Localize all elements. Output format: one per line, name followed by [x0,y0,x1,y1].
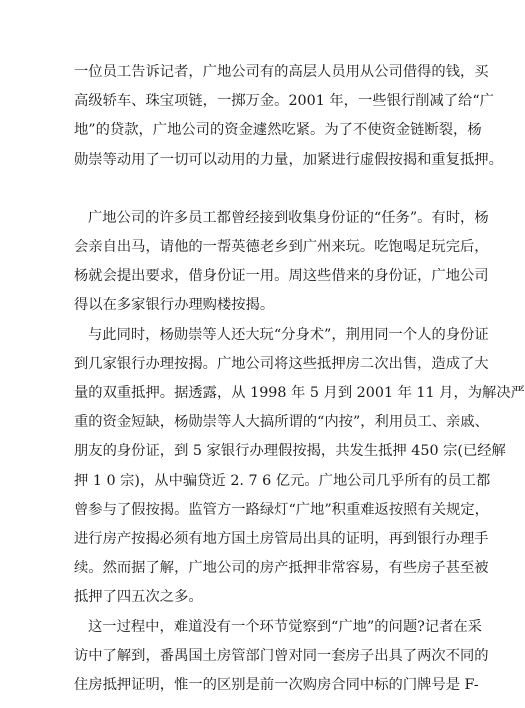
text-line: 重的资金短缺，杨勋崇等人大搞所谓的“内按”，利用员工、亲戚、 [74,414,489,431]
text-line: 住房抵押证明，惟一的区别是前一次购房合同中标的门牌号是 F- [74,677,479,694]
text-line: 进行房产按揭必须有地方国土房管局出具的证明，再到银行办理手 [74,531,489,548]
text-line: 勋崇等动用了一切可以动用的力量，加紧进行虚假按揭和重复抵押。 [74,151,503,168]
text-line: 得以在多家银行办理购楼按揭。 [74,297,275,314]
text-line: 押 1 0 宗)，从中骗贷近 2. 7 6 亿元。广地公司几乎所有的员工都 [74,472,491,489]
text-line: 量的双重抵押。据透露，从 1998 年 5 月到 2001 年 11 月，为解决严 [74,385,525,402]
text-line: 这一过程中，难道没有一个环节觉察到“广地”的问题?记者在采 [88,618,482,635]
text-line: 与此同时，杨勋崇等人还大玩“分身术”，荆用同一个人的身份证 [88,326,489,343]
text-line: 访中了解到，番禺国土房管部门曾对同一套房子出具了两次不同的 [74,647,489,664]
paragraph-3 [74,321,525,613]
text-line: 续。然而据了解，广地公司的房产抵押非常容易，有些房子甚至被 [74,560,489,577]
paragraph-2 [74,204,489,321]
text-line: 高级轿车、珠宝项链，一掷万金。2001 年，一些银行削减了给“广 [74,93,494,110]
text-line: 曾参与了假按揭。监管方一路绿灯“广地”积重难返按照有关规定， [74,501,489,518]
text-line: 到几家银行办理按揭。广地公司将这些抵押房二次出售，造成了大 [74,355,489,372]
text-line: 杨就会提出要求，借身份证一用。周这些借来的身份证，广地公司 [74,268,489,285]
text-line: 朋友的身份证，到 5 家银行办理假按揭，共发生抵押 450 宗(已经解 [74,443,506,460]
text-line: 地”的贷款，广地公司的资金遽然吃紧。为了不使资金链断裂，杨 [74,122,482,139]
text-line: 一位员工告诉记者，广地公司有的高层人员用从公司借得的钱，买 [74,64,489,80]
text-line: 广地公司的许多员工都曾经接到收集身份证的“任务”。有时，杨 [88,209,489,226]
document-body [74,58,525,700]
text-line: 抵押了四五次之多。 [74,589,203,606]
text-line: 会亲自出马，请他的一帮英德老乡到广州来玩。吃饱喝足玩完后， [74,239,489,256]
paragraph-4 [74,613,489,701]
paragraph-gap [74,175,428,204]
paragraph-1 [74,58,503,175]
